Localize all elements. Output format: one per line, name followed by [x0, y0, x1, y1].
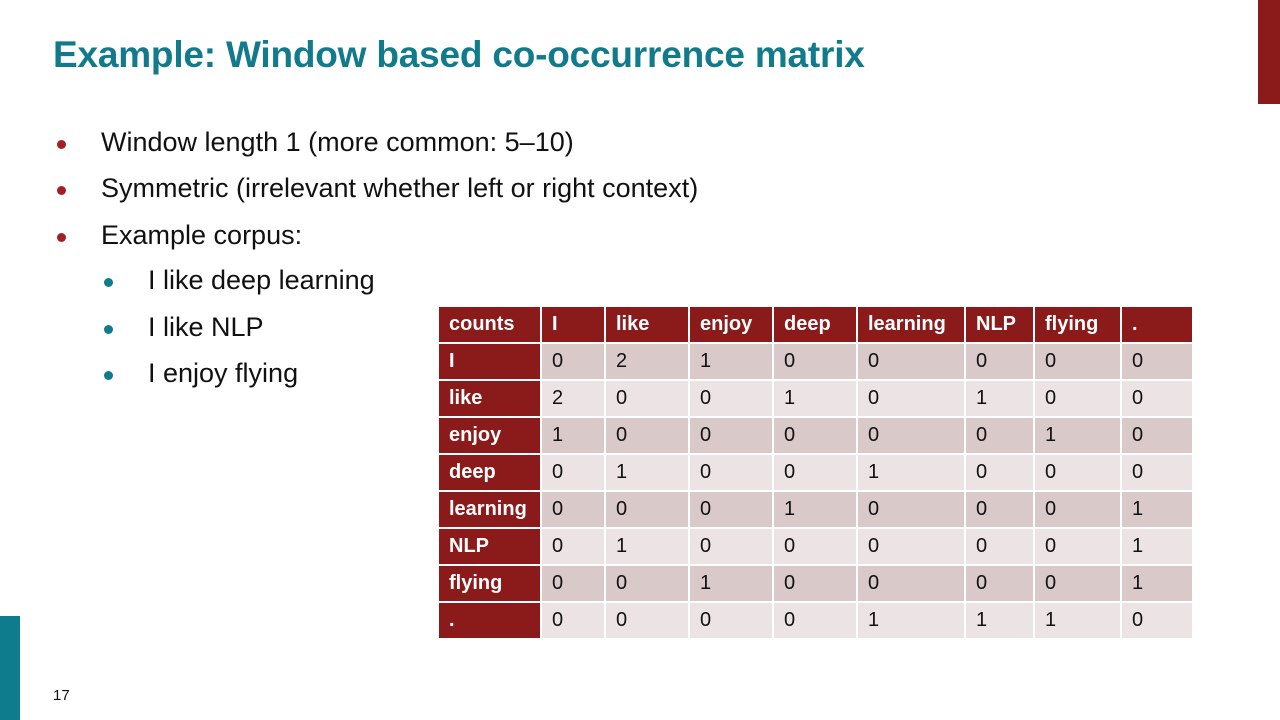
matrix-cell: 0 — [689, 417, 773, 454]
matrix-cell: 1 — [689, 343, 773, 380]
matrix-row-header: . — [438, 602, 541, 639]
slide-title: Example: Window based co-occurrence matrix — [53, 34, 865, 75]
bullet-dot-icon — [57, 186, 66, 195]
matrix-row-header: flying — [438, 565, 541, 602]
bullet-dot-icon — [104, 371, 113, 380]
matrix-row — [438, 454, 1193, 491]
matrix-cell: 0 — [773, 602, 857, 639]
matrix-row — [438, 417, 1193, 454]
matrix-cell: 0 — [541, 565, 605, 602]
co-occurrence-matrix — [437, 305, 1194, 640]
matrix-cell: 0 — [1034, 343, 1121, 380]
matrix-cell: 0 — [1121, 380, 1193, 417]
matrix-column-header: NLP — [965, 306, 1034, 343]
matrix-cell: 0 — [773, 454, 857, 491]
matrix-cell: 1 — [857, 602, 965, 639]
matrix-cell: 0 — [773, 528, 857, 565]
matrix-cell: 1 — [541, 417, 605, 454]
matrix-cell: 0 — [857, 380, 965, 417]
matrix-cell: 0 — [1121, 417, 1193, 454]
matrix-cell: 1 — [857, 454, 965, 491]
matrix-cell: 0 — [773, 343, 857, 380]
matrix-cell: 0 — [965, 343, 1034, 380]
matrix-cell: 0 — [689, 602, 773, 639]
matrix-cell: 1 — [605, 454, 689, 491]
matrix-cell: 0 — [605, 380, 689, 417]
matrix-cell: 1 — [689, 565, 773, 602]
bullet-dot-icon — [104, 325, 113, 334]
matrix-cell: 0 — [1034, 565, 1121, 602]
matrix-row-header: deep — [438, 454, 541, 491]
top-right-accent-bar — [1258, 0, 1280, 104]
matrix-cell: 0 — [1034, 380, 1121, 417]
matrix-cell: 1 — [965, 380, 1034, 417]
matrix-cell: 0 — [541, 528, 605, 565]
matrix-row — [438, 602, 1193, 639]
matrix-row-header: enjoy — [438, 417, 541, 454]
matrix-column-header: I — [541, 306, 605, 343]
matrix-row — [438, 380, 1193, 417]
matrix-cell: 0 — [773, 565, 857, 602]
matrix-column-header: deep — [773, 306, 857, 343]
matrix-cell: 0 — [1034, 491, 1121, 528]
bullet-text: I like NLP — [148, 312, 264, 342]
matrix-row-header: I — [438, 343, 541, 380]
matrix-cell: 0 — [1034, 454, 1121, 491]
matrix-column-header: like — [605, 306, 689, 343]
matrix-cell: 0 — [1121, 602, 1193, 639]
bullet-text: Symmetric (irrelevant whether left or right context) — [101, 173, 699, 203]
matrix-cell: 0 — [965, 565, 1034, 602]
matrix-cell: 0 — [857, 491, 965, 528]
matrix-row — [438, 491, 1193, 528]
matrix-cell: 0 — [605, 417, 689, 454]
matrix-row — [438, 343, 1193, 380]
matrix-column-header: enjoy — [689, 306, 773, 343]
matrix-cell: 0 — [773, 417, 857, 454]
matrix-cell: 1 — [773, 491, 857, 528]
matrix-cell: 1 — [773, 380, 857, 417]
matrix-cell: 1 — [605, 528, 689, 565]
matrix-cell: 0 — [1121, 454, 1193, 491]
matrix-row-header: learning — [438, 491, 541, 528]
matrix-cell: 0 — [857, 417, 965, 454]
bullet-text: I like deep learning — [148, 265, 375, 295]
bullet-dot-icon — [57, 233, 66, 242]
matrix-cell: 0 — [541, 454, 605, 491]
matrix-cell: 0 — [605, 602, 689, 639]
matrix-cell: 1 — [1121, 528, 1193, 565]
matrix-column-header: . — [1121, 306, 1193, 343]
matrix-header-row — [438, 306, 1193, 343]
matrix-cell: 2 — [541, 380, 605, 417]
matrix-cell: 0 — [541, 602, 605, 639]
matrix-row-header: NLP — [438, 528, 541, 565]
matrix-row — [438, 565, 1193, 602]
bullet-text: I enjoy flying — [148, 358, 299, 388]
matrix-cell: 0 — [541, 343, 605, 380]
bullet-text: Window length 1 (more common: 5–10) — [101, 127, 574, 157]
bullet-text: Example corpus: — [101, 220, 303, 250]
matrix-column-header: flying — [1034, 306, 1121, 343]
matrix-column-header: learning — [857, 306, 965, 343]
matrix-cell: 0 — [689, 454, 773, 491]
matrix-row-header: like — [438, 380, 541, 417]
matrix-cell: 1 — [1121, 565, 1193, 602]
matrix-cell: 1 — [1034, 602, 1121, 639]
matrix-cell: 1 — [1121, 491, 1193, 528]
matrix-cell: 0 — [605, 491, 689, 528]
matrix-cell: 0 — [689, 491, 773, 528]
bullet-dot-icon — [57, 140, 66, 149]
bottom-left-accent-bar — [0, 616, 20, 720]
matrix-cell: 0 — [857, 343, 965, 380]
matrix-cell: 0 — [1034, 528, 1121, 565]
matrix-cell: 0 — [965, 491, 1034, 528]
matrix-cell: 1 — [965, 602, 1034, 639]
matrix-cell: 0 — [965, 528, 1034, 565]
matrix-corner-header: counts — [438, 306, 541, 343]
matrix-cell: 0 — [605, 565, 689, 602]
matrix-row — [438, 528, 1193, 565]
matrix-cell: 2 — [605, 343, 689, 380]
matrix-cell: 0 — [857, 528, 965, 565]
bullet-dot-icon — [104, 278, 113, 287]
matrix-cell: 0 — [965, 417, 1034, 454]
matrix-cell: 0 — [1121, 343, 1193, 380]
matrix-cell: 0 — [965, 454, 1034, 491]
matrix-cell: 0 — [689, 528, 773, 565]
matrix-cell: 0 — [541, 491, 605, 528]
matrix-cell: 0 — [689, 380, 773, 417]
matrix-cell: 1 — [1034, 417, 1121, 454]
matrix-cell: 0 — [857, 565, 965, 602]
slide-number: 17 — [53, 687, 70, 704]
